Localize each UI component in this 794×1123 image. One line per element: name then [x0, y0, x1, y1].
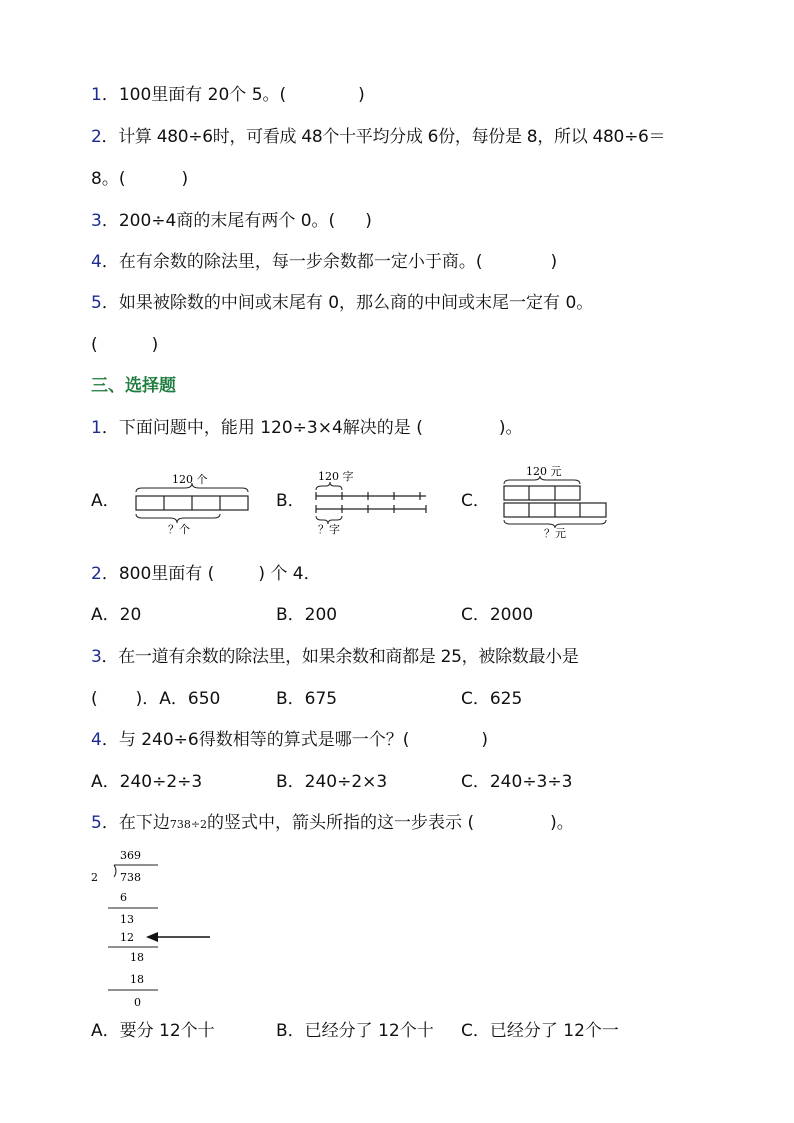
question-text: ．100里面有 20个 5。( [101, 85, 287, 105]
close-paren: )。 [498, 418, 523, 438]
question-number: 3 [91, 211, 102, 231]
choice-q1-option-a-label[interactable]: A． [91, 491, 120, 511]
long-division-diagram [86, 843, 226, 1013]
step-2: 13 [120, 913, 134, 926]
diagram-top-label: 120 字 [318, 470, 354, 483]
choice-q2 [91, 563, 321, 585]
question-text: ．在下边 [101, 813, 170, 833]
diagram-top-label: 120 个 [172, 473, 208, 486]
choice-q4 [91, 729, 488, 751]
choice-q3-cont [91, 688, 220, 710]
judge-q4 [91, 251, 557, 273]
choice-q5-option-b[interactable]: B．已经分了 12个十 [276, 1021, 434, 1041]
choice-q4-option-b[interactable]: B．240÷2×3 [276, 772, 388, 792]
choice-q5-option-c[interactable]: C．已经分了 12个一 [461, 1021, 619, 1041]
option-a-diagram [130, 462, 255, 537]
question-text: ．下面问题中，能用 120÷3×4解决的是 ( [101, 418, 423, 438]
choice-q2-option-b[interactable]: B．200 [276, 605, 338, 625]
choice-q1 [91, 417, 522, 439]
close-paren: ) [365, 211, 372, 231]
step-1: 6 [120, 891, 127, 904]
question-number: 4 [91, 730, 102, 750]
diagram-bottom-label: ？字 [318, 523, 340, 536]
judge-q2-cont [91, 168, 188, 190]
question-number: 1 [91, 418, 102, 438]
choice-q2-option-c[interactable]: C．2000 [461, 605, 534, 625]
step-5: 18 [130, 973, 144, 986]
judge-q3 [91, 210, 372, 232]
close-paren: ) [358, 85, 365, 105]
question-number: 3 [91, 647, 102, 667]
close-paren: ) [550, 252, 558, 272]
judge-q5-cont [91, 334, 158, 356]
open-paren: ( [91, 335, 98, 355]
question-number: 2 [91, 564, 102, 584]
section-title: 三、选择题 [91, 376, 176, 396]
judge-q1 [91, 84, 365, 106]
question-number: 5 [91, 293, 102, 313]
question-text-after: 的竖式中，箭头所指的这一步表示 ( [207, 813, 475, 833]
judge-q2 [91, 126, 665, 148]
choice-q3-option-c[interactable]: C．625 [461, 689, 523, 709]
question-number: 1 [91, 85, 102, 105]
question-text: ．800里面有 ( [101, 564, 215, 584]
inline-expression: 738÷2 [169, 818, 208, 831]
choice-q1-option-b-label[interactable]: B． [276, 491, 305, 511]
diagram-bottom-label: ？元 [544, 527, 566, 538]
question-number: 4 [91, 252, 102, 272]
quotient: 369 [120, 849, 141, 862]
diagram-top-label: 120 元 [526, 465, 562, 478]
choice-q3 [91, 646, 579, 668]
judge-q5 [91, 292, 593, 314]
divisor: 2 [91, 871, 98, 884]
option-b-diagram [310, 462, 435, 537]
diagram-bottom-label: ？个 [168, 523, 190, 536]
close-paren: ) [181, 169, 189, 189]
close-paren: ) [481, 730, 489, 750]
question-text: ．计算 480÷6时，可看成 48个十平均分成 6份，每份是 8，所以 480÷6＝ [101, 127, 666, 147]
choice-q4-option-a[interactable]: A．240÷2÷3 [91, 772, 203, 792]
dividend: 738 [120, 871, 141, 884]
question-number: 2 [91, 127, 102, 147]
choice-q3-option-a[interactable]: )．A．650 [135, 689, 221, 709]
step-3: 12 [120, 931, 134, 944]
open-paren: ( [91, 689, 98, 709]
choice-q4-option-c[interactable]: C．240÷3÷3 [461, 772, 573, 792]
close-text: ) 个 4． [258, 564, 321, 584]
choice-q2-option-a[interactable]: A．20 [91, 605, 142, 625]
arrow-icon [146, 932, 210, 942]
choice-q3-option-b[interactable]: B．675 [276, 689, 338, 709]
step-4: 18 [130, 951, 144, 964]
question-text: ．在一道有余数的除法里，如果余数和商都是 25，被除数最小是 [101, 647, 579, 667]
option-c-diagram [498, 460, 618, 538]
choice-q1-option-c-label[interactable]: C． [461, 491, 490, 511]
choice-q5-option-a[interactable]: A．要分 12个十 [91, 1021, 215, 1041]
question-text: ．与 240÷6得数相等的算式是哪一个？( [101, 730, 410, 750]
close-paren: )。 [550, 813, 574, 833]
question-text: ．200÷4商的末尾有两个 0。( [101, 211, 336, 231]
question-text-cont: 8。( [91, 169, 126, 189]
question-text: ．如果被除数的中间或末尾有 0，那么商的中间或末尾一定有 0。 [101, 293, 594, 313]
choice-q5 [91, 812, 574, 836]
step-6: 0 [134, 996, 141, 1009]
question-number: 5 [91, 813, 102, 833]
question-text: ．在有余数的除法里，每一步余数都一定小于商。( [101, 252, 483, 272]
close-paren: ) [151, 335, 159, 355]
